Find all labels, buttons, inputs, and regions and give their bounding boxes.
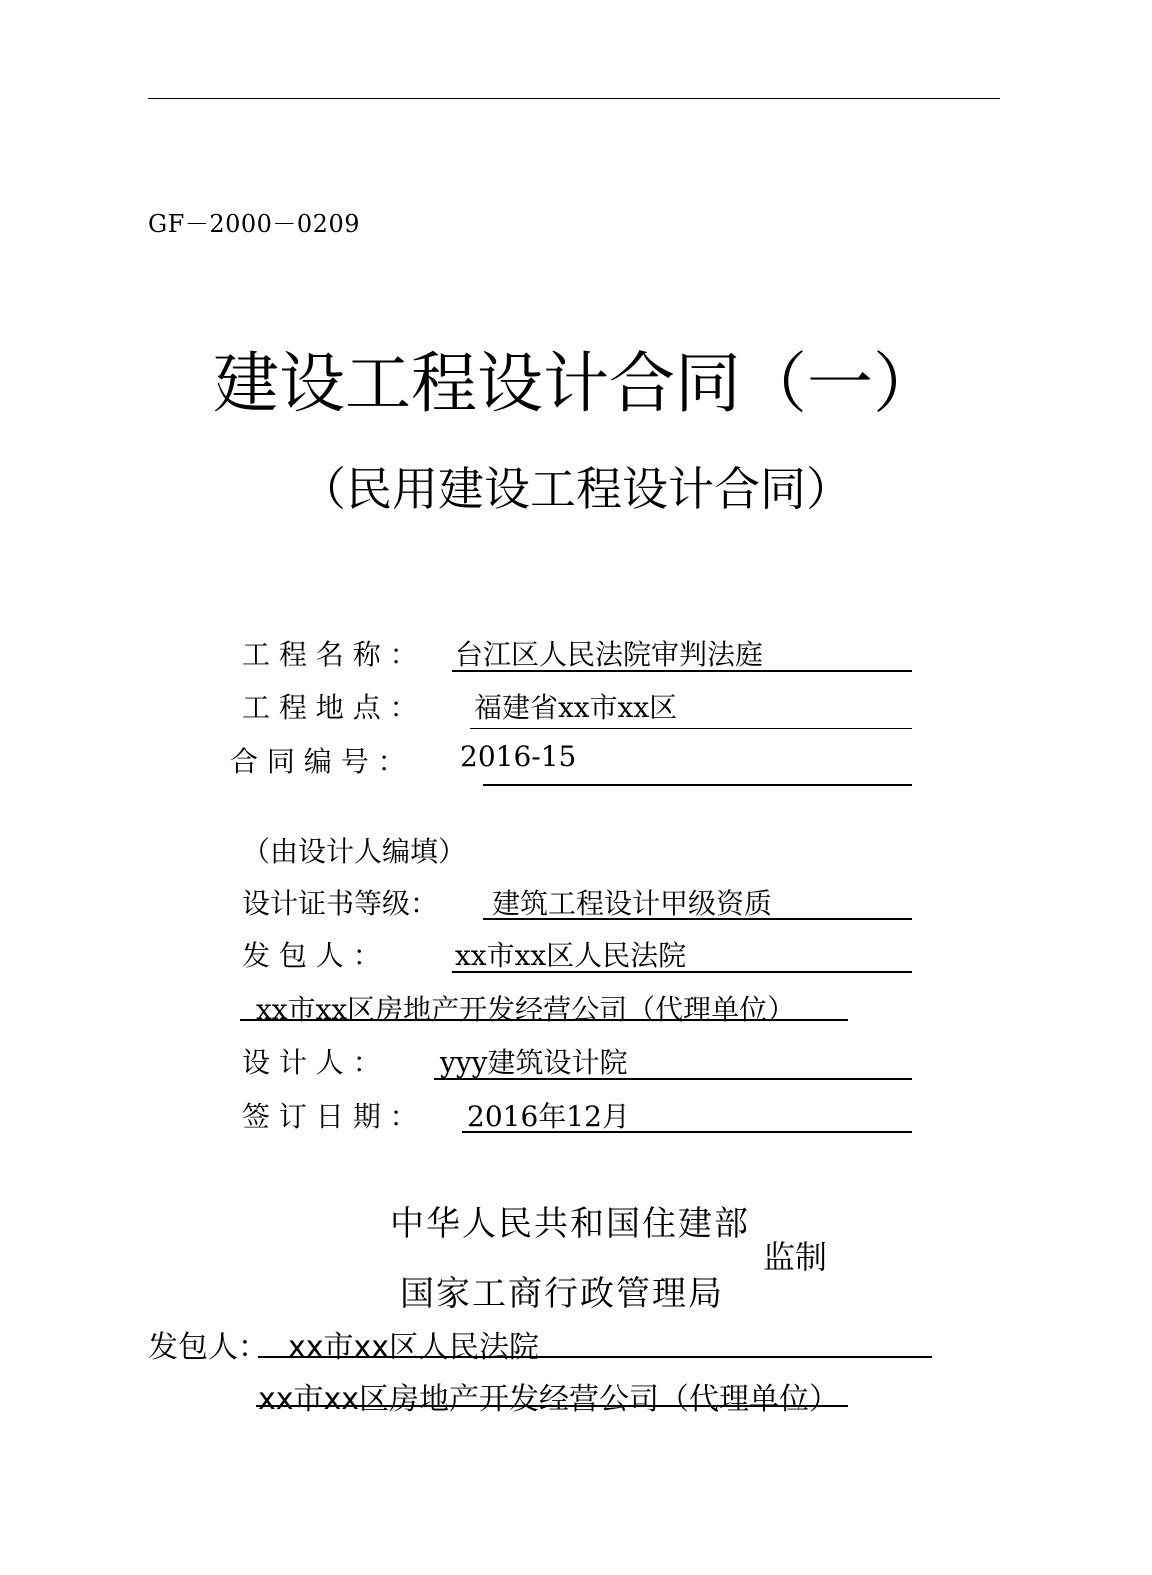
client-value: xx市xx区人民法院 [455,939,687,972]
design-cert-label: 设计证书等级： [242,887,439,920]
agent-value: xx市xx区房地产开发经营公司（代理单位） [256,993,796,1026]
client-label: 发 包 人 ： [242,939,381,972]
contract-no-underline [483,784,912,786]
sign-date-label: 签 订 日 期 ： [242,1100,418,1133]
contract-no-label: 合 同 编 号 ： [230,745,406,778]
project-name-value: 台江区人民法院审判法庭 [455,638,764,671]
design-cert-underline [483,918,912,920]
project-name-underline [452,670,912,672]
authority-line-1: 中华人民共和国住建部 [390,1204,750,1244]
filled-by-note: （由设计人编填） [242,835,467,868]
footer-agent-value: xx市xx区房地产开发经营公司（代理单位） [258,1382,840,1417]
authority-supervise-suffix: 监制 [763,1238,828,1276]
footer-agent-underline [256,1405,848,1407]
client-underline [452,971,912,973]
footer-client-underline [258,1356,932,1358]
sign-date-underline [462,1131,912,1133]
document-title: 建设工程设计合同（一） [213,345,939,422]
project-location-underline [470,728,912,729]
designer-underline [434,1078,912,1080]
sign-date-value: 2016年12月 [467,1100,630,1133]
top-rule [148,98,1000,99]
contract-no-value: 2016-15 [460,740,577,773]
footer-client-label: 发包人： [148,1330,268,1365]
authority-line-2: 国家工商行政管理局 [400,1274,724,1314]
project-location-value: 福建省xx市xx区 [474,691,678,724]
designer-label: 设 计 人 ： [242,1046,381,1079]
footer-client-value: xx市xx区人民法院 [288,1330,540,1365]
design-cert-value: 建筑工程设计甲级资质 [492,887,773,920]
project-name-label: 工 程 名 称 ： [242,638,418,671]
document-subtitle: （民用建设工程设计合同） [300,462,852,516]
document-code: GF－2000－0209 [148,210,360,238]
designer-value: yyy建筑设计院 [440,1046,628,1079]
agent-underline [240,1019,848,1021]
project-location-label: 工 程 地 点 ： [242,691,418,724]
